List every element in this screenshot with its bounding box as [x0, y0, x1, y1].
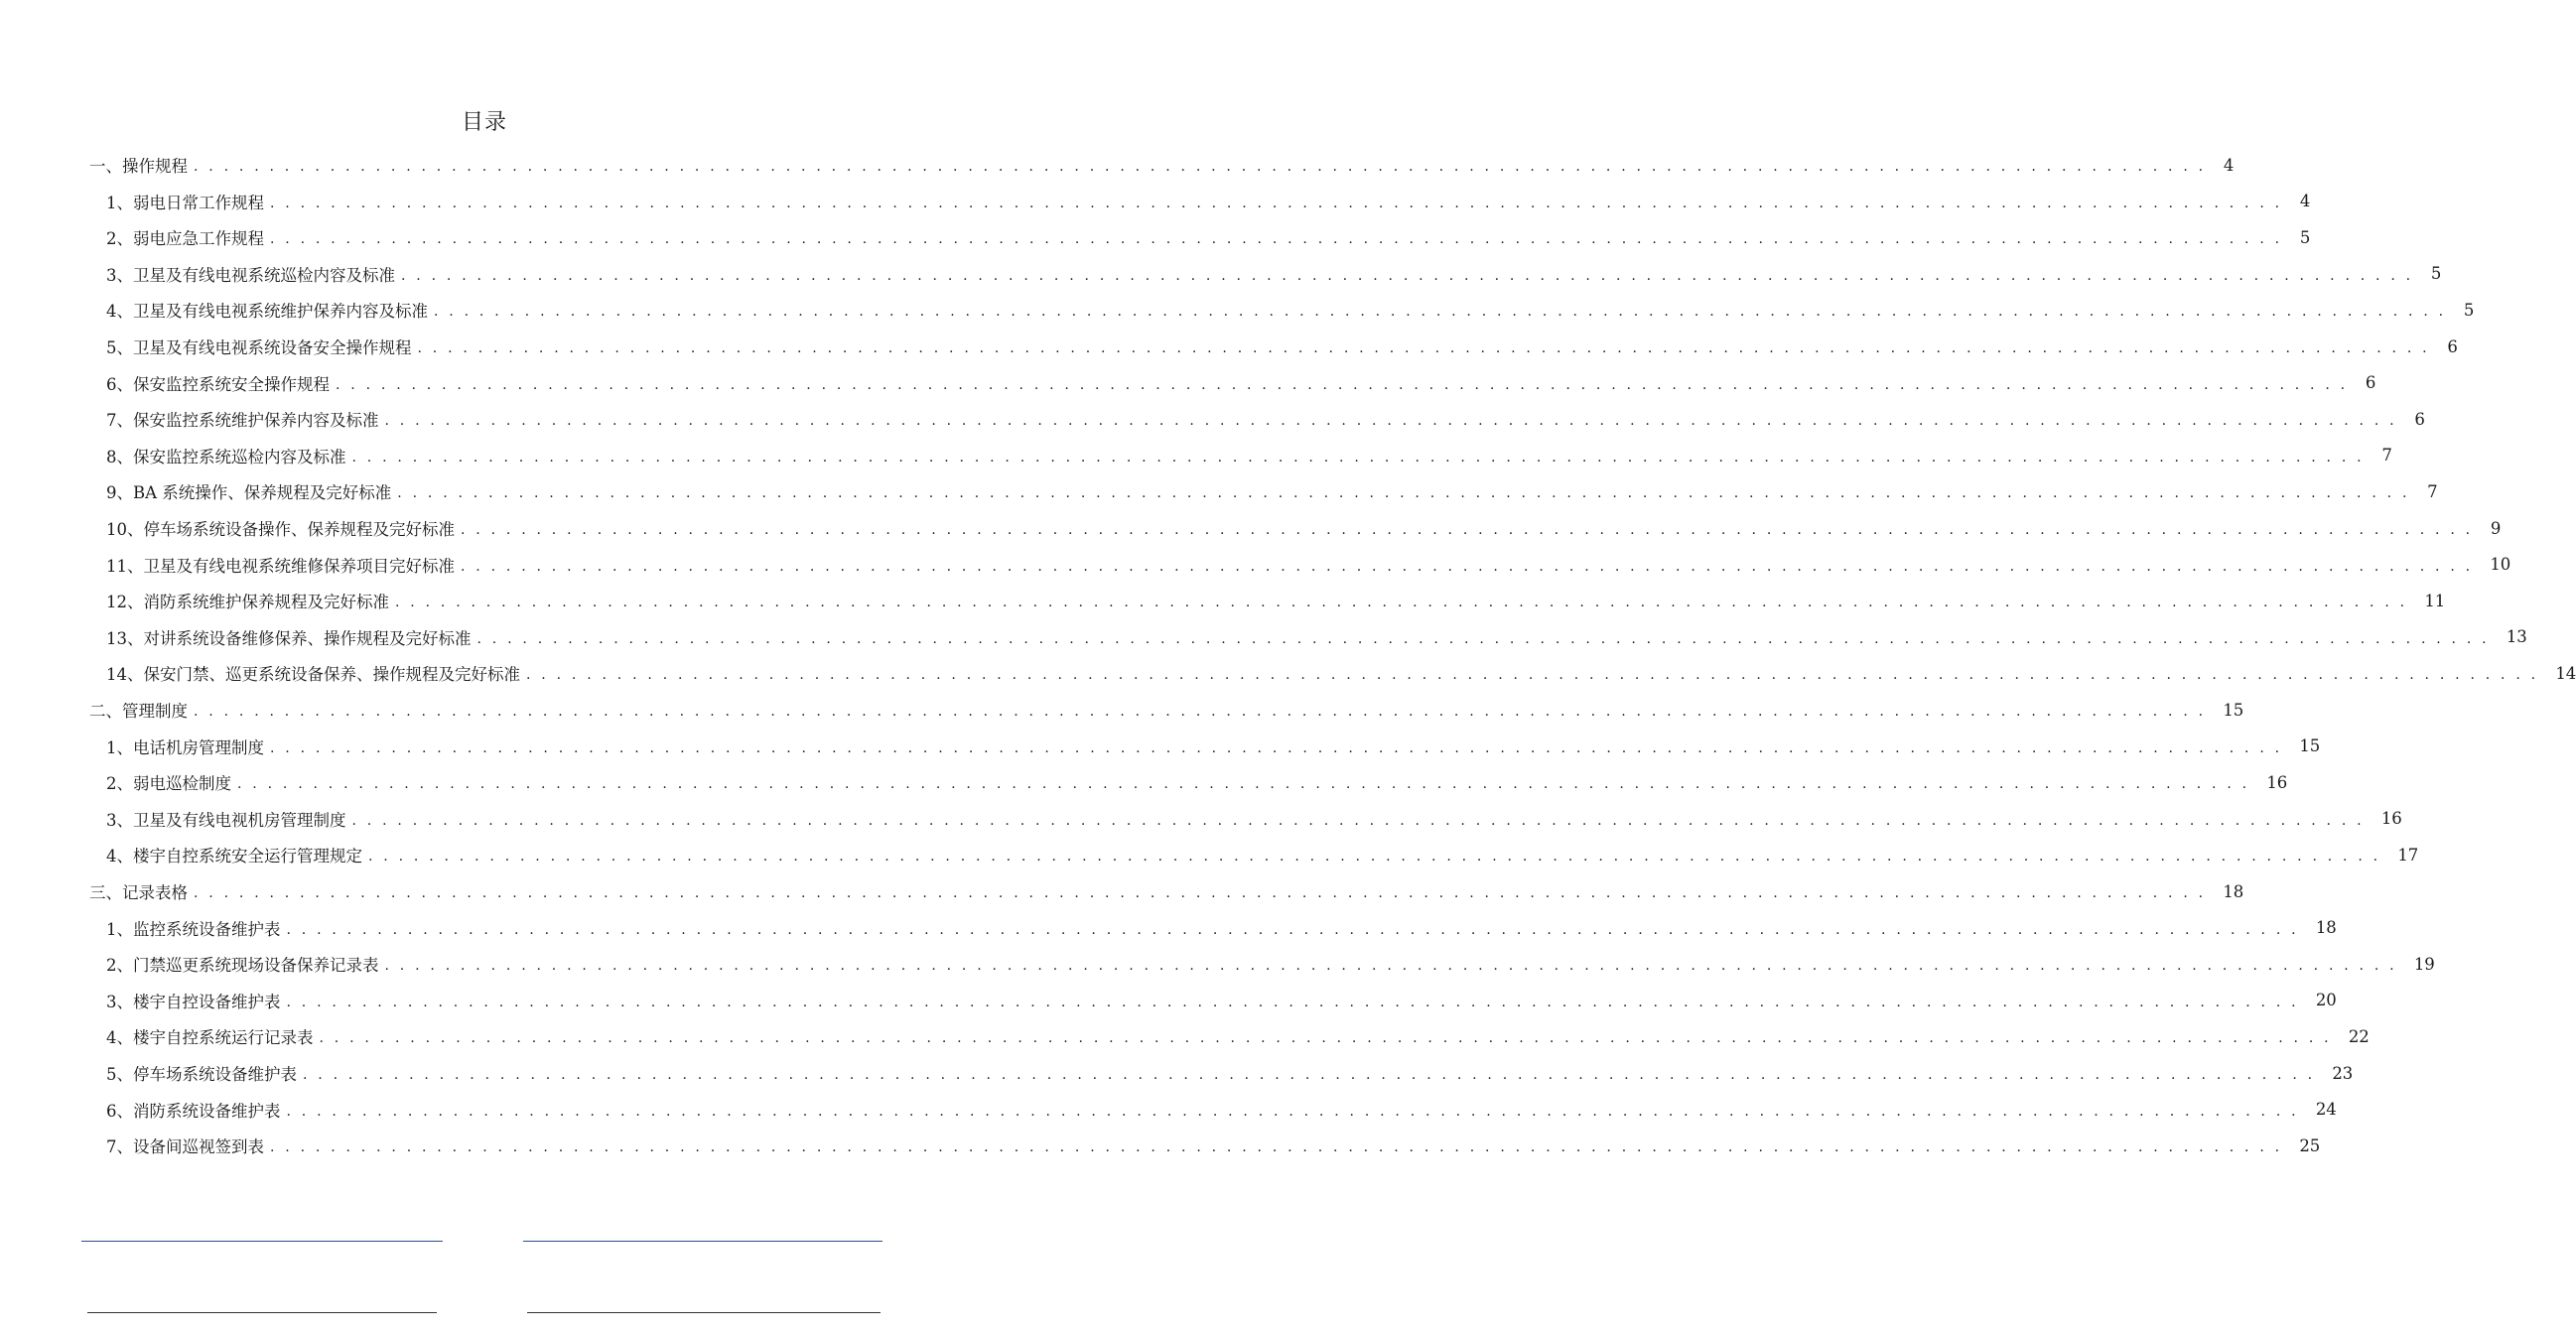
toc-subsection-entry[interactable] [0, 801, 2402, 837]
toc-page-number: 11 [2424, 591, 2446, 610]
toc-section-entry[interactable] [0, 147, 2235, 183]
toc-page-number: 5 [2463, 300, 2475, 320]
toc-entry-label: 11、卫星及有线电视系统维修保养项目完好标准 [106, 556, 455, 576]
toc-entry-label: 3、卫星及有线电视系统巡检内容及标准 [106, 265, 395, 285]
toc-entry-label: 1、弱电日常工作规程 [106, 193, 264, 212]
toc-subsection-entry[interactable] [0, 837, 2419, 872]
toc-subsection-entry[interactable] [0, 401, 2425, 437]
toc-leader-dots: . . . . . . . . . . . . . . . . . . . . . . . . . . . . . . . . . . . . . . . . . . . . . . . . . . . . . . . . . . . . . . . . . . . . . . . . . . . . . . . . . . . . . . . . . . . . . . . . . . . . . . . . . . . . . . . . . . . . . . . . . . . . . . . . . . . . . [286, 921, 2299, 938]
toc-entry-label: 9、BA 系统操作、保养规程及完好标准 [106, 483, 392, 503]
toc-entry-label: 4、楼宇自控系统安全运行管理规定 [106, 847, 362, 867]
toc-page-number: 15 [2223, 700, 2244, 720]
toc-entry-label: 一、操作规程 [89, 157, 188, 176]
toc-leader-dots: . . . . . . . . . . . . . . . . . . . . . . . . . . . . . . . . . . . . . . . . . . . . . . . . . . . . . . . . . . . . . . . . . . . . . . . . . . . . . . . . . . . . . . . . . . . . . . . . . . . . . . . . . . . . . . . . . . . . . . . . . . . . . . . . . . . . . [286, 1103, 2299, 1120]
toc-entry-label: 4、楼宇自控系统运行记录表 [106, 1028, 314, 1048]
toc-leader-dots: . . . . . . . . . . . . . . . . . . . . . . . . . . . . . . . . . . . . . . . . . . . . . . . . . . . . . . . . . . . . . . . . . . . . . . . . . . . . . . . . . . . . . . . . . . . . . . . . . . . . . . . . . . . . . . . . . . . . . . . . . . . . . . . . . . . . . [434, 304, 2447, 321]
toc-entry-label: 10、停车场系统设备操作、保养规程及完好标准 [106, 520, 455, 539]
toc-leader-dots: . . . . . . . . . . . . . . . . . . . . . . . . . . . . . . . . . . . . . . . . . . . . . . . . . . . . . . . . . . . . . . . . . . . . . . . . . . . . . . . . . . . . . . . . . . . . . . . . . . . . . . . . . . . . . . . . . . . . . . . . . . . . . . . . . . . . . [526, 667, 2539, 684]
toc-leader-dots: . . . . . . . . . . . . . . . . . . . . . . . . . . . . . . . . . . . . . . . . . . . . . . . . . . . . . . . . . . . . . . . . . . . . . . . . . . . . . . . . . . . . . . . . . . . . . . . . . . . . . . . . . . . . . . . . . . . . . . . . . . . . . . . . . . . . . [368, 849, 2381, 866]
toc-leader-dots: . . . . . . . . . . . . . . . . . . . . . . . . . . . . . . . . . . . . . . . . . . . . . . . . . . . . . . . . . . . . . . . . . . . . . . . . . . . . . . . . . . . . . . . . . . . . . . . . . . . . . . . . . . . . . . . . . . . . . . . . . . . . . . . . . . . . . [237, 776, 2250, 793]
toc-subsection-entry[interactable] [0, 473, 2438, 509]
toc-page-number: 13 [2506, 627, 2527, 647]
toc-subsection-entry[interactable] [0, 1055, 2354, 1091]
toc-entry-label: 二、管理制度 [89, 702, 188, 721]
toc-subsection-entry[interactable] [0, 219, 2311, 255]
toc-entry-label: 5、停车场系统设备维护表 [106, 1065, 297, 1084]
toc-leader-dots: . . . . . . . . . . . . . . . . . . . . . . . . . . . . . . . . . . . . . . . . . . . . . . . . . . . . . . . . . . . . . . . . . . . . . . . . . . . . . . . . . . . . . . . . . . . . . . . . . . . . . . . . . . . . . . . . . . . . . . . . . . . . . . . . . . . . . [461, 522, 2474, 538]
toc-page-number: 7 [2427, 481, 2438, 501]
toc-entry-label: 三、记录表格 [89, 883, 188, 902]
toc-page-number: 4 [2299, 192, 2311, 211]
page-title: 目录 [461, 110, 507, 135]
toc-entry-label: 8、保安监控系统巡检内容及标准 [106, 447, 346, 467]
toc-page-number: 14 [2555, 663, 2576, 683]
toc-leader-dots: . . . . . . . . . . . . . . . . . . . . . . . . . . . . . . . . . . . . . . . . . . . . . . . . . . . . . . . . . . . . . . . . . . . . . . . . . . . . . . . . . . . . . . . . . . . . . . . . . . . . . . . . . . . . . . . . . . . . . . . . . . . . . . . . . . . . . [270, 739, 2283, 756]
toc-page-number: 16 [2380, 809, 2402, 829]
toc-subsection-entry[interactable] [0, 619, 2527, 655]
toc-leader-dots: . . . . . . . . . . . . . . . . . . . . . . . . . . . . . . . . . . . . . . . . . . . . . . . . . . . . . . . . . . . . . . . . . . . . . . . . . . . . . . . . . . . . . . . . . . . . . . . . . . . . . . . . . . . . . . . . . . . . . . . . . . . . . . . . . . . . . [351, 812, 2365, 829]
toc-subsection-entry[interactable] [0, 946, 2435, 982]
toc-subsection-entry[interactable] [0, 438, 2392, 473]
toc-page-number: 10 [2490, 555, 2511, 575]
toc-subsection-entry[interactable] [0, 1092, 2337, 1128]
toc-leader-dots: . . . . . . . . . . . . . . . . . . . . . . . . . . . . . . . . . . . . . . . . . . . . . . . . . . . . . . . . . . . . . . . . . . . . . . . . . . . . . . . . . . . . . . . . . . . . . . . . . . . . . . . . . . . . . . . . . . . . . . . . . . . . . . . . . . . . . [476, 630, 2490, 647]
toc-page-number: 17 [2397, 845, 2419, 865]
toc-subsection-entry[interactable] [0, 1018, 2370, 1054]
toc-section-entry[interactable] [0, 873, 2244, 909]
toc-leader-dots: . . . . . . . . . . . . . . . . . . . . . . . . . . . . . . . . . . . . . . . . . . . . . . . . . . . . . . . . . . . . . . . . . . . . . . . . . . . . . . . . . . . . . . . . . . . . . . . . . . . . . . . . . . . . . . . . . . . . . . . . . . . . . . . . . . . . . [351, 449, 2365, 466]
toc-entry-label: 2、弱电巡检制度 [106, 774, 231, 794]
toc-leader-dots: . . . . . . . . . . . . . . . . . . . . . . . . . . . . . . . . . . . . . . . . . . . . . . . . . . . . . . . . . . . . . . . . . . . . . . . . . . . . . . . . . . . . . . . . . . . . . . . . . . . . . . . . . . . . . . . . . . . . . . . . . . . . . . . . . . . . . [397, 485, 2410, 502]
toc-subsection-entry[interactable] [0, 547, 2511, 583]
toc-page-number: 9 [2490, 518, 2502, 538]
toc-entry-label: 1、电话机房管理制度 [106, 737, 264, 757]
toc-entry-label: 7、设备间巡视签到表 [106, 1137, 264, 1157]
toc-page-number: 18 [2315, 918, 2337, 938]
toc-entry-label: 7、保安监控系统维护保养内容及标准 [106, 411, 379, 431]
toc-subsection-entry[interactable] [0, 764, 2288, 800]
toc-page-number: 23 [2332, 1063, 2354, 1083]
toc-leader-dots: . . . . . . . . . . . . . . . . . . . . . . . . . . . . . . . . . . . . . . . . . . . . . . . . . . . . . . . . . . . . . . . . . . . . . . . . . . . . . . . . . . . . . . . . . . . . . . . . . . . . . . . . . . . . . . . . . . . . . . . . . . . . . . . . . . . . . [336, 376, 2349, 393]
toc-subsection-entry[interactable] [0, 329, 2458, 364]
toc-page-number: 20 [2315, 991, 2337, 1010]
toc-entry-label: 5、卫星及有线电视系统设备安全操作规程 [106, 338, 412, 357]
toc-page-number: 24 [2315, 1100, 2337, 1120]
toc-section-entry[interactable] [0, 692, 2244, 728]
toc-page-number: 22 [2348, 1026, 2370, 1046]
toc-leader-dots: . . . . . . . . . . . . . . . . . . . . . . . . . . . . . . . . . . . . . . . . . . . . . . . . . . . . . . . . . . . . . . . . . . . . . . . . . . . . . . . . . . . . . . . . . . . . . . . . . . . . . . . . . . . . . . . . . . . . . . . . . . . . . . . . . . . . . [270, 195, 2283, 211]
toc-entry-label: 6、保安监控系统安全操作规程 [106, 374, 330, 394]
footer-rule-right-black [527, 1312, 881, 1313]
toc-subsection-entry[interactable] [0, 910, 2337, 946]
toc-entry-label: 13、对讲系统设备维修保养、操作规程及完好标准 [106, 628, 472, 648]
toc-entry-label: 4、卫星及有线电视系统维护保养内容及标准 [106, 302, 428, 322]
toc-entry-label: 14、保安门禁、巡更系统设备保养、操作规程及完好标准 [106, 665, 520, 685]
toc-page-number: 6 [2447, 336, 2458, 356]
toc-leader-dots: . . . . . . . . . . . . . . . . . . . . . . . . . . . . . . . . . . . . . . . . . . . . . . . . . . . . . . . . . . . . . . . . . . . . . . . . . . . . . . . . . . . . . . . . . . . . . . . . . . . . . . . . . . . . . . . . . . . . . . . . . . . . . . . . . . . . . [194, 159, 2207, 175]
toc-leader-dots: . . . . . . . . . . . . . . . . . . . . . . . . . . . . . . . . . . . . . . . . . . . . . . . . . . . . . . . . . . . . . . . . . . . . . . . . . . . . . . . . . . . . . . . . . . . . . . . . . . . . . . . . . . . . . . . . . . . . . . . . . . . . . . . . . . . . . [270, 1139, 2283, 1156]
toc-entry-label: 2、弱电应急工作规程 [106, 229, 264, 249]
toc-subsection-entry[interactable] [0, 365, 2376, 401]
toc-page-number: 19 [2413, 954, 2435, 974]
footer-rule-left-black [87, 1312, 437, 1313]
toc-leader-dots: . . . . . . . . . . . . . . . . . . . . . . . . . . . . . . . . . . . . . . . . . . . . . . . . . . . . . . . . . . . . . . . . . . . . . . . . . . . . . . . . . . . . . . . . . . . . . . . . . . . . . . . . . . . . . . . . . . . . . . . . . . . . . . . . . . . . . [384, 413, 2397, 430]
toc-leader-dots: . . . . . . . . . . . . . . . . . . . . . . . . . . . . . . . . . . . . . . . . . . . . . . . . . . . . . . . . . . . . . . . . . . . . . . . . . . . . . . . . . . . . . . . . . . . . . . . . . . . . . . . . . . . . . . . . . . . . . . . . . . . . . . . . . . . . . [461, 558, 2474, 575]
toc-leader-dots: . . . . . . . . . . . . . . . . . . . . . . . . . . . . . . . . . . . . . . . . . . . . . . . . . . . . . . . . . . . . . . . . . . . . . . . . . . . . . . . . . . . . . . . . . . . . . . . . . . . . . . . . . . . . . . . . . . . . . . . . . . . . . . . . . . . . . [270, 231, 2283, 248]
toc-page-number: 25 [2299, 1135, 2321, 1155]
toc-entry-label: 3、卫星及有线电视机房管理制度 [106, 810, 346, 830]
toc-leader-dots: . . . . . . . . . . . . . . . . . . . . . . . . . . . . . . . . . . . . . . . . . . . . . . . . . . . . . . . . . . . . . . . . . . . . . . . . . . . . . . . . . . . . . . . . . . . . . . . . . . . . . . . . . . . . . . . . . . . . . . . . . . . . . . . . . . . . . [395, 595, 2408, 611]
toc-entry-label: 1、监控系统设备维护表 [106, 919, 281, 939]
toc-leader-dots: . . . . . . . . . . . . . . . . . . . . . . . . . . . . . . . . . . . . . . . . . . . . . . . . . . . . . . . . . . . . . . . . . . . . . . . . . . . . . . . . . . . . . . . . . . . . . . . . . . . . . . . . . . . . . . . . . . . . . . . . . . . . . . . . . . . . . [319, 1030, 2332, 1047]
toc-page-number: 4 [2223, 155, 2235, 175]
toc-page-number: 7 [2381, 446, 2392, 466]
toc-entry-label: 2、门禁巡更系统现场设备保养记录表 [106, 956, 379, 976]
toc-page-number: 6 [2365, 373, 2376, 393]
toc-leader-dots: . . . . . . . . . . . . . . . . . . . . . . . . . . . . . . . . . . . . . . . . . . . . . . . . . . . . . . . . . . . . . . . . . . . . . . . . . . . . . . . . . . . . . . . . . . . . . . . . . . . . . . . . . . . . . . . . . . . . . . . . . . . . . . . . . . . . . [384, 958, 2397, 975]
toc-leader-dots: . . . . . . . . . . . . . . . . . . . . . . . . . . . . . . . . . . . . . . . . . . . . . . . . . . . . . . . . . . . . . . . . . . . . . . . . . . . . . . . . . . . . . . . . . . . . . . . . . . . . . . . . . . . . . . . . . . . . . . . . . . . . . . . . . . . . . [417, 340, 2430, 356]
toc-entry-label: 3、楼宇自控设备维护表 [106, 992, 281, 1011]
toc-subsection-entry[interactable] [0, 184, 2311, 219]
toc-leader-dots: . . . . . . . . . . . . . . . . . . . . . . . . . . . . . . . . . . . . . . . . . . . . . . . . . . . . . . . . . . . . . . . . . . . . . . . . . . . . . . . . . . . . . . . . . . . . . . . . . . . . . . . . . . . . . . . . . . . . . . . . . . . . . . . . . . . . . [303, 1067, 2316, 1083]
toc-page-number: 16 [2266, 772, 2288, 792]
toc-subsection-entry[interactable] [0, 583, 2446, 618]
toc-leader-dots: . . . . . . . . . . . . . . . . . . . . . . . . . . . . . . . . . . . . . . . . . . . . . . . . . . . . . . . . . . . . . . . . . . . . . . . . . . . . . . . . . . . . . . . . . . . . . . . . . . . . . . . . . . . . . . . . . . . . . . . . . . . . . . . . . . . . . [286, 994, 2299, 1010]
footer-rule-right-blue [523, 1241, 882, 1242]
toc-page-number: 5 [2430, 264, 2442, 284]
toc-page-number: 6 [2414, 409, 2425, 429]
toc-page-number: 15 [2299, 736, 2321, 756]
toc-subsection-entry[interactable] [0, 256, 2442, 292]
toc-subsection-entry[interactable] [0, 983, 2337, 1018]
toc-entry-label: 6、消防系统设备维护表 [106, 1101, 281, 1121]
toc-leader-dots: . . . . . . . . . . . . . . . . . . . . . . . . . . . . . . . . . . . . . . . . . . . . . . . . . . . . . . . . . . . . . . . . . . . . . . . . . . . . . . . . . . . . . . . . . . . . . . . . . . . . . . . . . . . . . . . . . . . . . . . . . . . . . . . . . . . . . [401, 267, 2414, 284]
toc-entry-label: 12、消防系统维护保养规程及完好标准 [106, 593, 389, 612]
toc-subsection-entry[interactable] [0, 510, 2502, 546]
toc-page-number: 5 [2299, 227, 2311, 247]
toc-subsection-entry[interactable] [0, 655, 2576, 691]
toc-subsection-entry[interactable] [0, 1128, 2321, 1163]
toc-leader-dots: . . . . . . . . . . . . . . . . . . . . . . . . . . . . . . . . . . . . . . . . . . . . . . . . . . . . . . . . . . . . . . . . . . . . . . . . . . . . . . . . . . . . . . . . . . . . . . . . . . . . . . . . . . . . . . . . . . . . . . . . . . . . . . . . . . . . . [194, 885, 2207, 901]
toc-page-number: 18 [2223, 881, 2244, 901]
toc-subsection-entry[interactable] [0, 729, 2321, 764]
toc-subsection-entry[interactable] [0, 292, 2475, 328]
footer-rule-left-blue [81, 1241, 443, 1242]
toc-leader-dots: . . . . . . . . . . . . . . . . . . . . . . . . . . . . . . . . . . . . . . . . . . . . . . . . . . . . . . . . . . . . . . . . . . . . . . . . . . . . . . . . . . . . . . . . . . . . . . . . . . . . . . . . . . . . . . . . . . . . . . . . . . . . . . . . . . . . . [194, 704, 2207, 720]
